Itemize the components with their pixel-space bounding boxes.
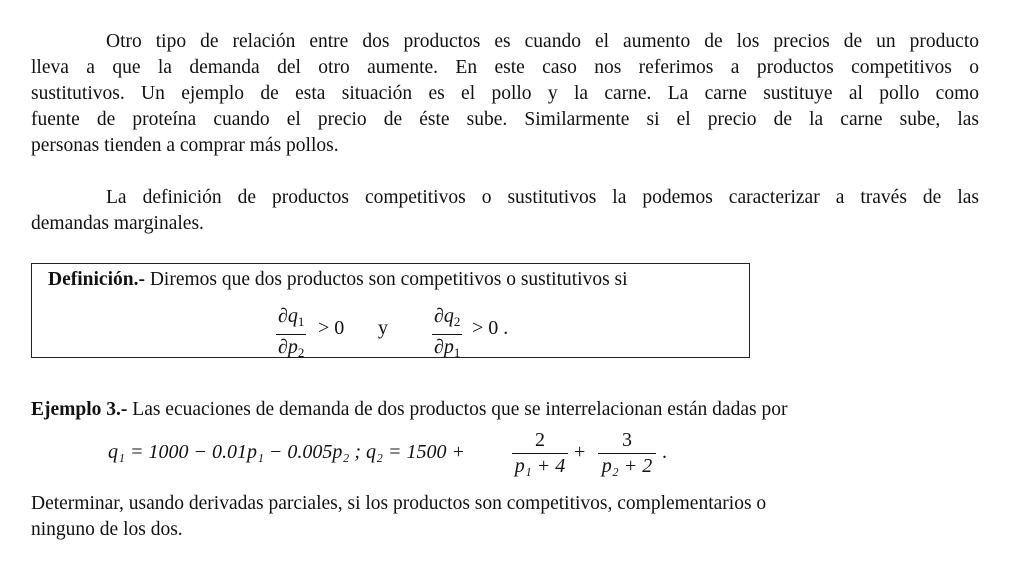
text-line: La definición de productos competitivos o sustitutivos la podemos caracterizar a través de las [106,187,979,208]
fraction-3-over-p2: $\frac{3}{\text{p₂ + 2}}$ [598,428,656,479]
text-line: fuente de proteína cuando el precio de éste sube. Similarmente si el precio de la carne sube, las [31,109,979,130]
example-label: Ejemplo 3.- [31,399,128,420]
partial-derivative-q2-p1: $\frac{\partial q_2}{\partial p_1}$ [434,305,461,360]
definition-statement [48,269,628,291]
partial-derivative-q1-p2: $\frac{\partial q_1}{\partial p_2}$ [278,305,305,360]
text-line: Otro tipo de relación entre dos productos es cuando el aumento de los precios de un producto [106,31,979,52]
example-text: Las ecuaciones de demanda de dos productos que se interrelacionan están dadas por [127,399,788,420]
definition-formula [32,304,749,360]
text-line: ninguno de los dos. [31,519,183,540]
conjunction: y [378,317,388,339]
plus-sign: + [574,441,586,463]
definition-label: Definición.- [48,269,145,290]
text-line: personas tienden a comprar más pollos. [31,135,339,156]
text-line: demandas marginales. [31,213,204,234]
paragraph-task [31,491,991,543]
text-line: Determinar, usando derivadas parciales, si los productos son competitivos, complementarios o [31,493,767,514]
text-line: lleva a que la demanda del otro aumente. En este caso nos referimos a productos competitivos o [31,57,979,78]
greater-than-zero: > 0 [318,317,345,339]
paragraph-substitutes-intro [31,29,979,159]
paragraph-definition-intro [31,185,979,237]
example-heading [31,399,787,421]
greater-than-zero: > 0 . [472,317,509,339]
period: . [662,441,667,463]
text-line: sustitutivos. Un ejemplo de esta situación es el pollo y la carne. La carne sustituye al pollo como [31,83,979,104]
definition-box [31,263,750,358]
definition-text: Diremos que dos productos son competitivos o sustitutivos si [144,269,628,290]
equation-q1-q2: q₁ = 1000 − 0.01p₁ − 0.005p₂ ; q₂ = 1500 + [108,441,465,463]
fraction-2-over-p1: $\frac{2}{\text{p₁ + 4}}$ [512,428,568,479]
